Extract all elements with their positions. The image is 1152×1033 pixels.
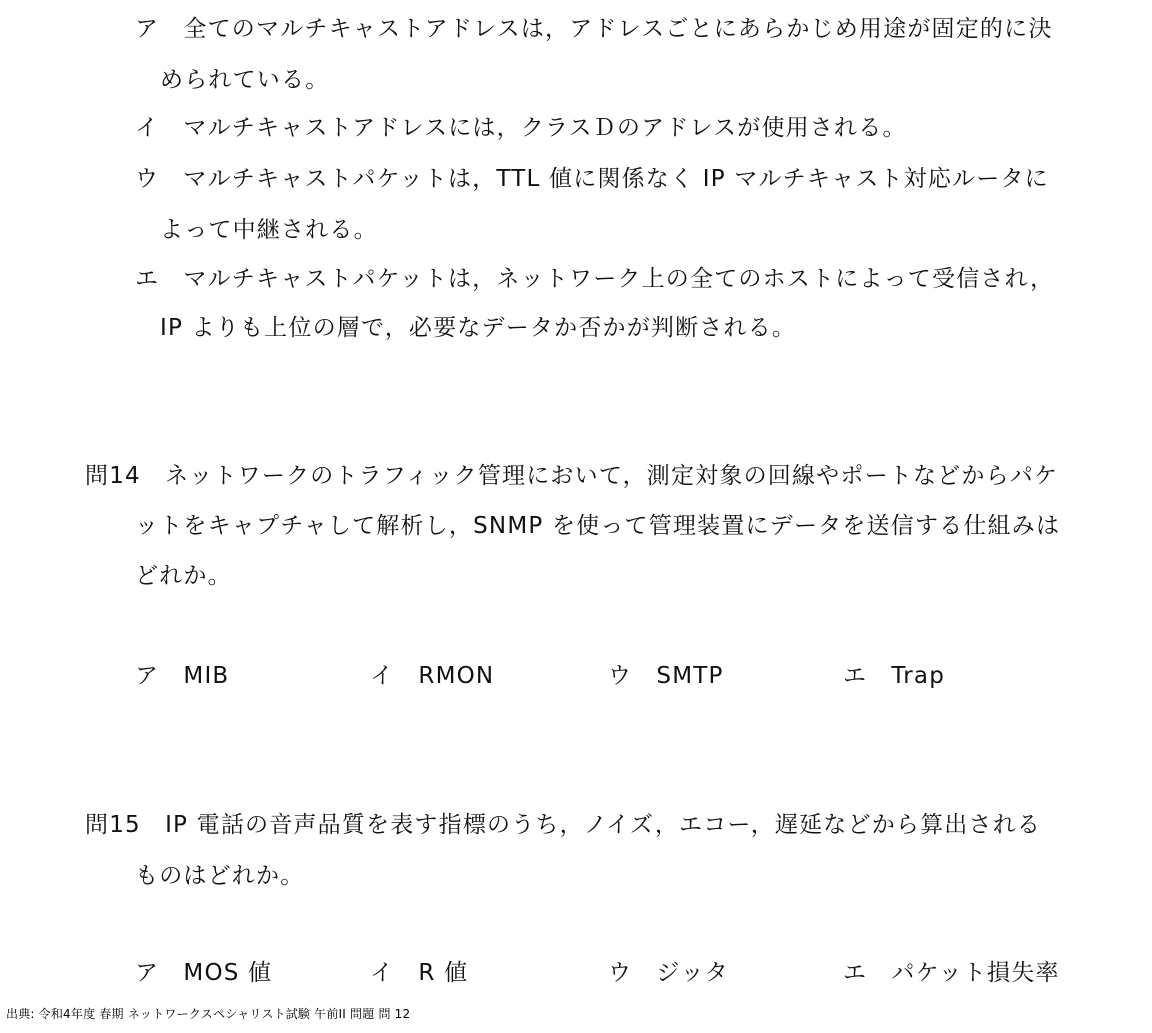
q15-stem-line2: ものはどれか。	[135, 863, 305, 889]
q15-choice-e: エ パケット損失率	[843, 960, 1060, 986]
q15-choice-u: ウ ジッタ	[608, 960, 729, 986]
q14-stem-line3: どれか。	[135, 563, 232, 589]
q13-option-u-line1: ウ マルチキャストパケットは，TTL 値に関係なく IP マルチキャスト対応ルータに	[135, 166, 1049, 192]
source-citation: 出典: 令和4年度 春期 ネットワークスペシャリスト試験 午前II 問題 問 12	[6, 1007, 411, 1021]
q13-option-e-line1: エ マルチキャストパケットは，ネットワーク上の全てのホストによって受信され，	[135, 266, 1055, 292]
q13-option-i-line1: イ マルチキャストアドレスには，クラスＤのアドレスが使用される。	[135, 115, 907, 141]
q13-option-a-line1: ア 全てのマルチキャストアドレスは，アドレスごとにあらかじめ用途が固定的に決	[135, 16, 1053, 42]
q14-choice-e: エ Trap	[843, 663, 946, 689]
q15-choice-a: ア MOS 値	[135, 960, 273, 986]
q15-choice-i: イ R 値	[370, 960, 469, 986]
q15-stem-line1: 問15 IP 電話の音声品質を表す指標のうち，ノイズ，エコー，遅延などから算出される	[85, 812, 1042, 838]
q14-choice-a: ア MIB	[135, 663, 230, 689]
q14-choice-u: ウ SMTP	[608, 663, 724, 689]
q14-stem-line1: 問14 ネットワークのトラフィック管理において，測定対象の回線やポートなどからパケ	[85, 463, 1059, 489]
q13-option-e-line2: IP よりも上位の層で，必要なデータか否かが判断される。	[160, 315, 797, 341]
q14-stem-line2: ットをキャプチャして解析し，SNMP を使って管理装置にデータを送信する仕組みは	[135, 513, 1061, 539]
q13-option-a-line2: められている。	[160, 67, 330, 93]
q14-choice-i: イ RMON	[370, 663, 495, 689]
q13-option-u-line2: よって中継される。	[160, 217, 378, 243]
